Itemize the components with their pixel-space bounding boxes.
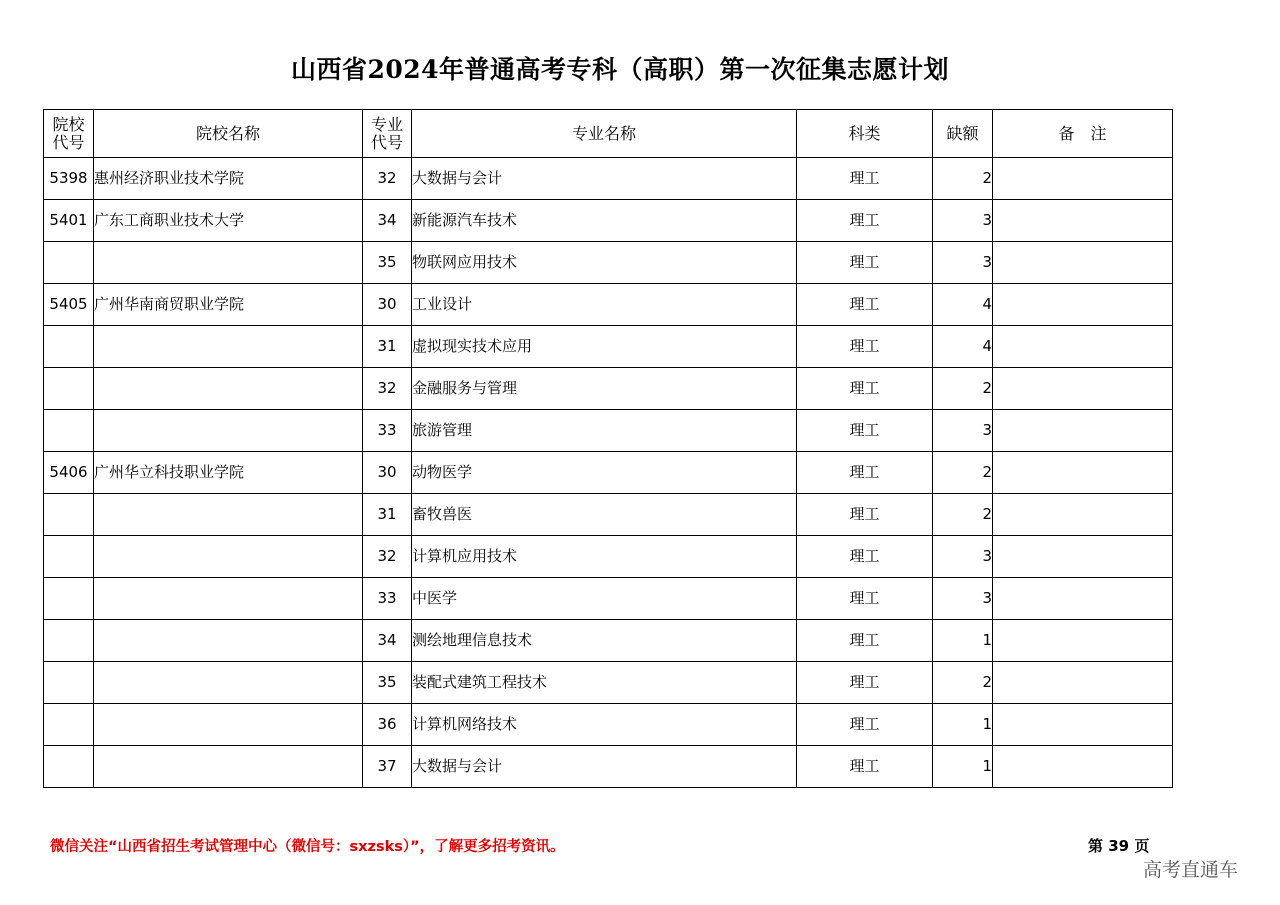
cell-category: 理工 [797,452,933,494]
cell-remarks [993,662,1173,704]
cell-remarks [993,620,1173,662]
header-major-code-line1: 专业 [370,114,403,134]
cell-category: 理工 [797,200,933,242]
cell-category: 理工 [797,704,933,746]
cell-school-code: 5405 [44,284,94,326]
cell-major-name: 测绘地理信息技术 [412,620,797,662]
cell-category: 理工 [797,158,933,200]
cell-school-name [94,662,363,704]
cell-vacancies: 2 [933,158,993,200]
cell-remarks [993,242,1173,284]
cell-category: 理工 [797,494,933,536]
header-school-code-line2: 代号 [52,132,85,152]
cell-category: 理工 [797,620,933,662]
cell-school-code: 5406 [44,452,94,494]
cell-vacancies: 1 [933,620,993,662]
table-header-row [44,110,1173,158]
cell-category: 理工 [797,326,933,368]
header-school-name: 院校名称 [94,110,363,158]
cell-school-name [94,242,363,284]
table-row [44,578,1173,620]
cell-remarks [993,452,1173,494]
cell-major-name: 物联网应用技术 [412,242,797,284]
cell-remarks [993,410,1173,452]
table-row [44,200,1173,242]
cell-major-name: 虚拟现实技术应用 [412,326,797,368]
cell-remarks [993,704,1173,746]
cell-major-code: 30 [363,452,412,494]
cell-vacancies: 3 [933,578,993,620]
header-major-code-line2: 代号 [370,132,403,152]
cell-category: 理工 [797,242,933,284]
table-row [44,746,1173,788]
cell-vacancies: 1 [933,704,993,746]
table-row [44,242,1173,284]
cell-school-code [44,410,94,452]
header-major-code [363,110,412,158]
cell-school-code [44,578,94,620]
cell-vacancies: 4 [933,326,993,368]
cell-school-name [94,704,363,746]
page-title: 山西省2024年普通高考专科（高职）第一次征集志愿计划 [290,55,950,84]
cell-category: 理工 [797,410,933,452]
cell-school-name [94,536,363,578]
cell-vacancies: 3 [933,242,993,284]
cell-category: 理工 [797,284,933,326]
cell-vacancies: 3 [933,536,993,578]
table-row [44,326,1173,368]
cell-major-name: 大数据与会计 [412,158,797,200]
cell-major-name: 计算机应用技术 [412,536,797,578]
header-category: 科类 [797,110,933,158]
watermark-text: 高考直通车 [1143,859,1239,881]
cell-remarks [993,578,1173,620]
cell-major-name: 工业设计 [412,284,797,326]
cell-vacancies: 4 [933,284,993,326]
table-body [44,158,1173,788]
cell-remarks [993,326,1173,368]
cell-vacancies: 1 [933,746,993,788]
cell-major-name: 金融服务与管理 [412,368,797,410]
table-row [44,284,1173,326]
table-row [44,368,1173,410]
cell-school-code: 5398 [44,158,94,200]
cell-major-code: 33 [363,578,412,620]
cell-major-code: 35 [363,242,412,284]
table-row [44,494,1173,536]
cell-school-name [94,494,363,536]
cell-school-code [44,620,94,662]
cell-remarks [993,200,1173,242]
cell-school-code: 5401 [44,200,94,242]
cell-vacancies: 3 [933,410,993,452]
cell-school-code [44,536,94,578]
cell-school-code [44,746,94,788]
cell-category: 理工 [797,536,933,578]
cell-major-code: 32 [363,368,412,410]
cell-major-code: 30 [363,284,412,326]
cell-school-code [44,242,94,284]
cell-major-code: 34 [363,620,412,662]
cell-category: 理工 [797,662,933,704]
cell-major-name: 装配式建筑工程技术 [412,662,797,704]
cell-school-name [94,620,363,662]
header-vacancies: 缺额 [933,110,993,158]
cell-major-name: 动物医学 [412,452,797,494]
cell-major-name: 畜牧兽医 [412,494,797,536]
table-row [44,410,1173,452]
cell-major-name: 大数据与会计 [412,746,797,788]
cell-remarks [993,158,1173,200]
cell-remarks [993,368,1173,410]
cell-major-name: 旅游管理 [412,410,797,452]
cell-vacancies: 3 [933,200,993,242]
cell-category: 理工 [797,368,933,410]
cell-major-code: 36 [363,704,412,746]
cell-school-name: 广东工商职业技术大学 [94,200,363,242]
cell-category: 理工 [797,578,933,620]
cell-vacancies: 2 [933,494,993,536]
table-row [44,536,1173,578]
footer-wechat-note: 微信关注“山西省招生考试管理中心（微信号：sxzsks）”，了解更多招考资讯。 [50,839,565,855]
cell-school-name [94,410,363,452]
header-major-name: 专业名称 [412,110,797,158]
cell-vacancies: 2 [933,452,993,494]
cell-school-name: 广州华南商贸职业学院 [94,284,363,326]
cell-major-code: 33 [363,410,412,452]
cell-school-name [94,326,363,368]
table-row [44,620,1173,662]
cell-school-code [44,368,94,410]
cell-school-name [94,578,363,620]
header-school-code-line1: 院校 [52,114,85,134]
cell-school-name: 惠州经济职业技术学院 [94,158,363,200]
cell-school-code [44,704,94,746]
cell-remarks [993,746,1173,788]
cell-major-name: 新能源汽车技术 [412,200,797,242]
cell-major-name: 计算机网络技术 [412,704,797,746]
cell-remarks [993,284,1173,326]
table-row [44,704,1173,746]
table-row [44,662,1173,704]
cell-major-code: 32 [363,536,412,578]
cell-vacancies: 2 [933,662,993,704]
page-number: 第 39 页 [1088,837,1150,855]
cell-school-name [94,368,363,410]
cell-major-name: 中医学 [412,578,797,620]
cell-school-code [44,326,94,368]
cell-school-name: 广州华立科技职业学院 [94,452,363,494]
cell-remarks [993,494,1173,536]
cell-school-code [44,494,94,536]
table-row [44,158,1173,200]
header-remarks: 备 注 [993,110,1173,158]
cell-major-code: 31 [363,326,412,368]
cell-remarks [993,536,1173,578]
cell-major-code: 31 [363,494,412,536]
cell-major-code: 32 [363,158,412,200]
enrollment-plan-table [43,109,1173,788]
cell-major-code: 37 [363,746,412,788]
table-row [44,452,1173,494]
cell-school-code [44,662,94,704]
cell-category: 理工 [797,746,933,788]
header-school-code [44,110,94,158]
cell-vacancies: 2 [933,368,993,410]
cell-major-code: 35 [363,662,412,704]
cell-school-name [94,746,363,788]
cell-major-code: 34 [363,200,412,242]
